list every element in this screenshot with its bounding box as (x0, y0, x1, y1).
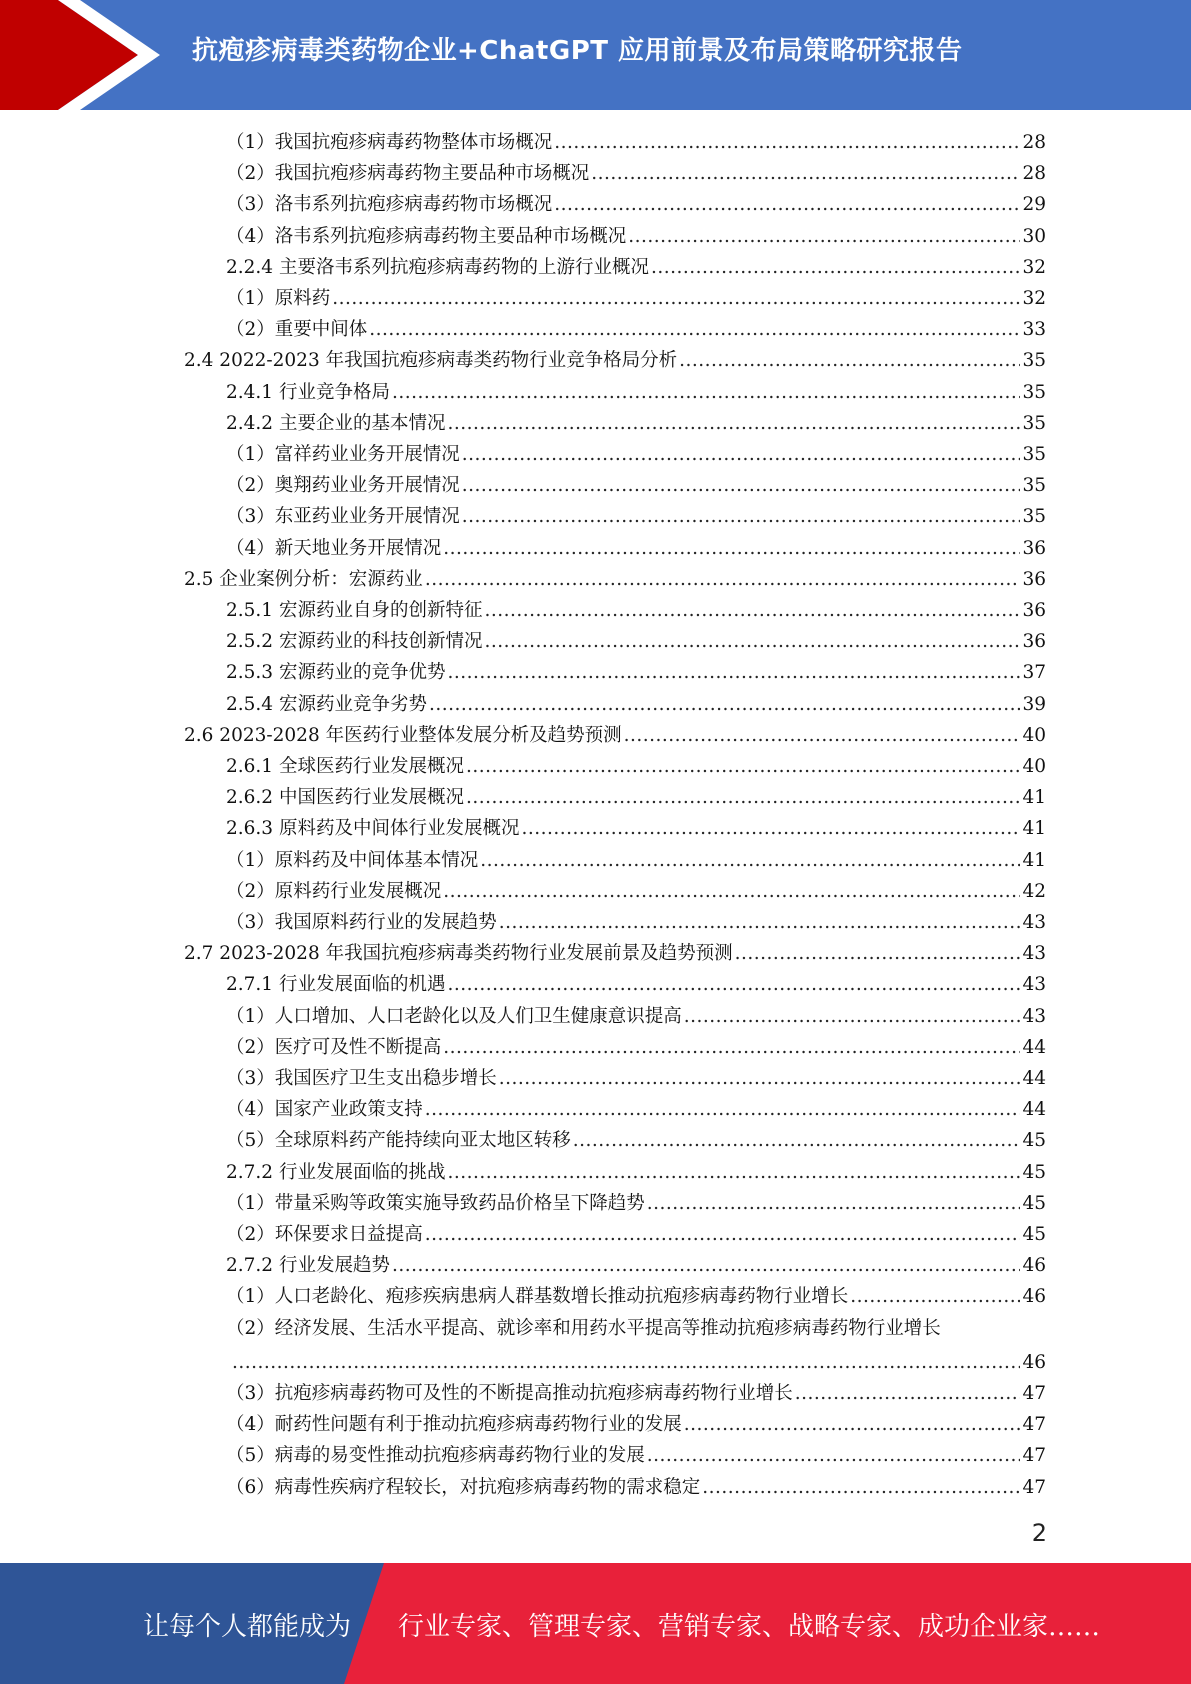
toc-entry[interactable] (226, 1188, 1046, 1219)
toc-entry[interactable] (226, 127, 1046, 158)
toc-entry[interactable] (226, 1094, 1046, 1125)
toc-entry[interactable] (226, 158, 1046, 189)
toc-page-number: 39 (1022, 693, 1046, 715)
toc-entry-label: （1）原料药及中间体基本情况 (226, 849, 479, 871)
report-title: 抗疱疹病毒类药物企业+ChatGPT 应用前景及布局策略研究报告 (192, 36, 963, 66)
toc-page-number: 45 (1022, 1161, 1046, 1183)
toc-page-number: 46 (1022, 1286, 1046, 1308)
toc-entry-label: （4）新天地业务开展情况 (226, 537, 442, 559)
toc-page-number: 33 (1022, 319, 1046, 341)
toc-entry-label: 2.7.1 行业发展面临的机遇 (226, 974, 446, 996)
toc-leader-dots (425, 564, 1021, 595)
toc-leader-dots (429, 689, 1020, 720)
toc-leader-dots (480, 845, 1020, 876)
toc-leader-dots (679, 345, 1020, 376)
toc-leader-dots (499, 1063, 1021, 1094)
toc-page-number: 43 (1022, 943, 1046, 965)
toc-leader-dots (684, 1001, 1021, 1032)
toc-page-number: 32 (1022, 288, 1046, 309)
toc-leader-dots (447, 408, 1020, 439)
page-footer (0, 1563, 1191, 1684)
toc-page-number: 35 (1022, 444, 1046, 465)
toc-entry-label: 2.6.1 全球医药行业发展概况 (226, 756, 464, 777)
toc-entry-label: （2）重要中间体 (226, 319, 368, 341)
toc-leader-dots (369, 314, 1020, 345)
toc-entry[interactable] (184, 345, 1046, 376)
toc-leader-dots (735, 938, 1021, 969)
toc-entry-label: （3）我国原料药行业的发展趋势 (226, 912, 497, 933)
toc-leader-dots (425, 1094, 1021, 1125)
toc-leader-dots (425, 1219, 1021, 1250)
toc-leader-dots (521, 813, 1020, 844)
toc-page-number: 45 (1022, 1192, 1046, 1214)
toc-entry-label: （6）病毒性疾病疗程较长，对抗疱疹病毒药物的需求稳定 (226, 1476, 701, 1498)
toc-page-number: 37 (1022, 662, 1046, 684)
toc-entry[interactable] (226, 907, 1046, 938)
toc-entry[interactable] (226, 1219, 1046, 1250)
toc-leader-dots (466, 782, 1020, 813)
toc-leader-dots (651, 252, 1020, 283)
toc-leader-dots (591, 158, 1020, 189)
toc-leader-dots (850, 1281, 1020, 1312)
toc-page-number: 40 (1022, 724, 1046, 746)
toc-leader-dots (624, 720, 1021, 751)
page-number: 2 (1031, 1519, 1047, 1547)
toc-page-number: 36 (1022, 568, 1046, 590)
toc-leader-dots (554, 189, 1020, 220)
toc-leader-dots (573, 1125, 1021, 1156)
toc-entry-label: 2.4.2 主要企业的基本情况 (226, 412, 446, 434)
toc-page-number: 32 (1022, 256, 1046, 278)
toc-entry-label: （3）我国医疗卫生支出稳步增长 (226, 1068, 497, 1089)
toc-page-number: 36 (1022, 537, 1046, 559)
toc-page-number: 47 (1022, 1445, 1046, 1467)
toc-entry-label: 2.5.4 宏源药业竞争劣势 (226, 693, 427, 715)
toc-entry-label: 2.7 2023-2028 年我国抗疱疹病毒类药物行业发展前景及趋势预测 (184, 943, 733, 965)
toc-entry-label: 2.4.1 行业竞争格局 (226, 381, 390, 403)
toc-entry-label: （1）人口老龄化、疱疹疾病患病人群基数增长推动抗疱疹病毒药物行业增长 (226, 1286, 849, 1308)
toc-entry[interactable] (184, 720, 1046, 751)
toc-entry[interactable] (226, 1440, 1046, 1471)
toc-page-number: 36 (1022, 631, 1046, 653)
toc-leader-dots (484, 595, 1020, 626)
toc-entry[interactable] (226, 314, 1046, 345)
footer-slogan-right: 行业专家、管理专家、营销专家、战略专家、成功企业家…… (398, 1612, 1101, 1642)
toc-leader-dots (392, 1250, 1020, 1281)
toc-entry[interactable] (226, 501, 1046, 532)
toc-entry[interactable] (226, 189, 1046, 220)
toc-entry[interactable] (226, 1125, 1046, 1156)
toc-leader-dots (443, 1032, 1020, 1063)
toc-entry-label: （4）洛韦系列抗疱疹病毒药物主要品种市场概况 (226, 225, 627, 247)
toc-leader-dots (332, 283, 1020, 314)
toc-leader-dots (462, 501, 1021, 532)
toc-entry[interactable] (226, 876, 1046, 907)
toc-entry-label: （4）国家产业政策支持 (226, 1099, 423, 1121)
toc-leader-dots (702, 1472, 1020, 1503)
toc-entry[interactable] (226, 751, 1046, 782)
toc-entry-label: 2.7.2 行业发展趋势 (226, 1255, 390, 1277)
toc-page-number: 43 (1022, 1005, 1046, 1027)
toc-entry[interactable] (226, 1032, 1046, 1063)
toc-page-number: 47 (1022, 1414, 1046, 1436)
toc-entry-label: 2.5.1 宏源药业自身的创新特征 (226, 600, 483, 621)
toc-leader-dots (628, 221, 1020, 252)
toc-entry-label: （1）富祥药业业务开展情况 (226, 444, 460, 465)
toc-entry-label: （1）我国抗疱疹病毒药物整体市场概况 (226, 132, 553, 153)
toc-entry[interactable] (226, 377, 1046, 408)
toc-page-number: 44 (1022, 1099, 1046, 1121)
toc-entry[interactable] (226, 595, 1046, 626)
toc-entry[interactable] (226, 533, 1046, 564)
toc-entry-label: （2）我国抗疱疹病毒药物主要品种市场概况 (226, 163, 590, 185)
toc-entry[interactable] (226, 1001, 1046, 1032)
toc-leader-dots (392, 377, 1020, 408)
toc-entry[interactable] (226, 252, 1046, 283)
toc-entry-label: （1）人口增加、人口老龄化以及人们卫生健康意识提高 (226, 1005, 682, 1027)
toc-entry[interactable] (226, 1063, 1046, 1094)
toc-leader-dots (684, 1409, 1021, 1440)
toc-page-number: 35 (1022, 381, 1046, 403)
toc-page-number: 47 (1022, 1383, 1046, 1404)
toc-entry-label: 2.6 2023-2028 年医药行业整体发展分析及趋势预测 (184, 724, 622, 746)
toc-entry[interactable] (226, 845, 1046, 876)
toc-page-number: 35 (1022, 350, 1046, 372)
toc-leader-dots (647, 1440, 1021, 1471)
toc-leader-dots (554, 127, 1020, 158)
toc-page-number: 44 (1022, 1036, 1046, 1058)
toc-leader-dots (795, 1378, 1021, 1409)
toc-entry[interactable] (226, 1281, 1046, 1312)
toc-page-number: 41 (1022, 849, 1046, 871)
toc-entry[interactable] (226, 1409, 1046, 1440)
toc-entry[interactable] (226, 470, 1046, 501)
toc-entry[interactable] (226, 626, 1046, 657)
toc-page-number: 28 (1022, 163, 1046, 185)
page-header (0, 0, 1191, 110)
toc-leader-dots (443, 533, 1020, 564)
toc-page-number: 36 (1022, 600, 1046, 621)
toc-leader-dots (443, 876, 1020, 907)
toc-leader-dots (647, 1188, 1021, 1219)
toc-page-number: 41 (1022, 787, 1046, 809)
toc-page-number: 46 (1022, 1255, 1046, 1277)
toc-entry-label: 2.5 企业案例分析：宏源药业 (184, 568, 423, 590)
toc-page-number: 28 (1022, 132, 1046, 153)
toc-page-number: 29 (1022, 194, 1046, 216)
toc-entry[interactable] (226, 1157, 1046, 1188)
toc-entry[interactable] (226, 408, 1046, 439)
toc-entry[interactable] (226, 1378, 1046, 1409)
toc-entry-label: （3）东亚药业业务开展情况 (226, 506, 460, 528)
toc-entry-label: 2.6.3 原料药及中间体行业发展概况 (226, 818, 520, 840)
toc-page-number: 35 (1022, 475, 1046, 497)
toc-leader-dots (232, 1347, 1020, 1378)
toc-entry-label: （1）带量采购等政策实施导致药品价格呈下降趋势 (226, 1192, 645, 1214)
toc-leader-dots (447, 657, 1020, 688)
toc-entry-label: （2）医疗可及性不断提高 (226, 1036, 442, 1058)
toc-entry[interactable] (226, 283, 1046, 314)
toc-entry-label: （4）耐药性问题有利于推动抗疱疹病毒药物行业的发展 (226, 1414, 682, 1436)
toc-entry[interactable] (226, 969, 1046, 1000)
toc-entry[interactable] (184, 938, 1046, 969)
toc-entry-label: 2.5.3 宏源药业的竞争优势 (226, 662, 446, 684)
toc-entry-label: （2）原料药行业发展概况 (226, 880, 442, 902)
toc-entry[interactable] (226, 1472, 1046, 1503)
toc-entry[interactable] (226, 657, 1046, 688)
toc-leader-dots (447, 1157, 1020, 1188)
toc-page-number: 43 (1022, 974, 1046, 996)
toc-leader-dots (484, 626, 1020, 657)
toc-leader-dots (499, 907, 1021, 938)
toc-entry-label: 2.7.2 行业发展面临的挑战 (226, 1161, 446, 1183)
toc-page-number: 42 (1022, 880, 1046, 902)
toc-page-number: 43 (1022, 912, 1046, 933)
toc-entry[interactable] (226, 221, 1046, 252)
toc-page-number: 35 (1022, 412, 1046, 434)
toc-entry-label: 2.4 2022-2023 年我国抗疱疹病毒类药物行业竞争格局分析 (184, 350, 678, 372)
toc-page-number: 40 (1022, 756, 1046, 777)
toc-page-number: 45 (1022, 1224, 1046, 1245)
toc-entry[interactable] (226, 813, 1046, 844)
toc-page-number: 46 (1022, 1351, 1046, 1373)
toc-page-number: 35 (1022, 506, 1046, 528)
toc-page-number: 45 (1022, 1130, 1046, 1152)
footer-slogan-left: 让每个人都能成为 (143, 1612, 352, 1642)
toc-leader-dots (462, 470, 1021, 501)
toc-entry-label: （2）环保要求日益提高 (226, 1224, 423, 1245)
toc-page-number: 47 (1022, 1476, 1046, 1498)
toc-entry[interactable] (184, 564, 1046, 595)
toc-leader-dots (462, 439, 1021, 470)
toc-entry-label: （5）病毒的易变性推动抗疱疹病毒药物行业的发展 (226, 1445, 645, 1467)
toc-entry-label: （1）原料药 (226, 288, 331, 309)
toc-entry-label: （3）抗疱疹病毒药物可及性的不断提高推动抗疱疹病毒药物行业增长 (226, 1383, 793, 1404)
toc-page-number: 41 (1022, 818, 1046, 840)
toc-entry-label: 2.5.2 宏源药业的科技创新情况 (226, 631, 483, 653)
toc-page-number: 30 (1022, 225, 1046, 247)
toc-entry-label: （2）经济发展、生活水平提高、就诊率和用药水平提高等推动抗疱疹病毒药物行业增长 (226, 1317, 941, 1339)
toc-entry[interactable] (226, 689, 1046, 720)
toc-entry-label: （5）全球原料药产能持续向亚太地区转移 (226, 1130, 571, 1152)
toc-entry[interactable] (226, 1250, 1046, 1281)
toc-entry[interactable] (226, 782, 1046, 813)
toc-entry-label: 2.6.2 中国医药行业发展概况 (226, 787, 464, 809)
toc-entry[interactable] (226, 439, 1046, 470)
toc-page-number: 44 (1022, 1068, 1046, 1089)
toc-entry-label: 2.2.4 主要洛韦系列抗疱疹病毒药物的上游行业概况 (226, 256, 649, 278)
toc-leader-dots (447, 969, 1020, 1000)
toc-entry[interactable] (230, 1347, 1046, 1378)
toc-entry-label: （2）奥翔药业业务开展情况 (226, 475, 460, 497)
toc-leader-dots (466, 751, 1020, 782)
toc-entry-label: （3）洛韦系列抗疱疹病毒药物市场概况 (226, 194, 553, 216)
header-arrow-decoration (0, 0, 200, 110)
